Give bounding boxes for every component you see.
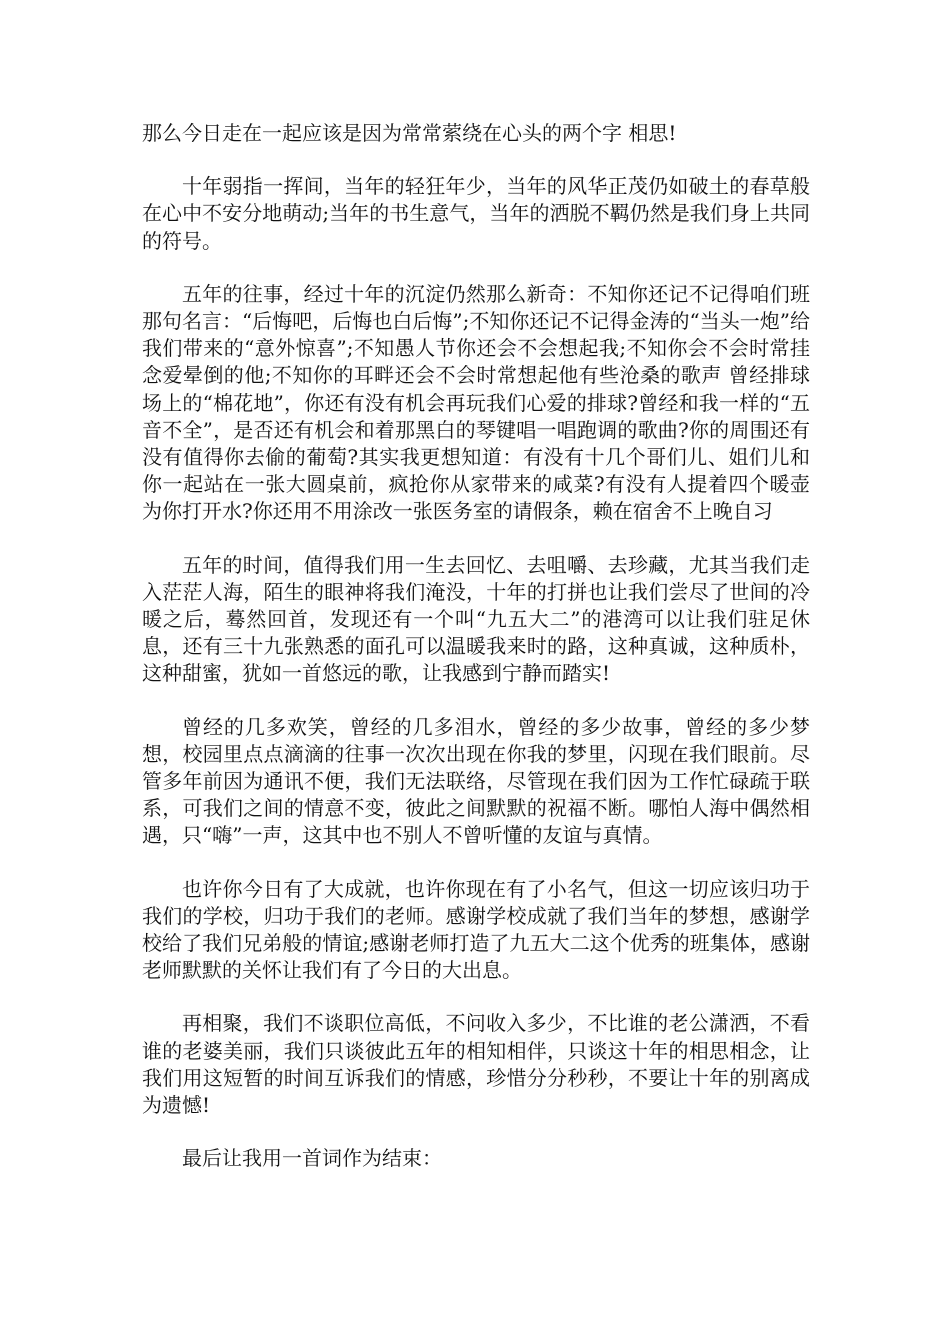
paragraph-reunion: 再相聚，我们不谈职位高低，不问收入多少，不比谁的老公潇洒，不看谁的老婆美丽，我们只谈彼此五年的相知相伴，只谈这十年的相思相念，让我们用这短暂的时间互诉我们的情感，珍惜分分秒秒，不要让十年的别离成为遗憾!: [142, 1011, 810, 1118]
paragraph-past-memories: 五年的往事，经过十年的沉淀仍然那么新奇：不知你还记不记得咱们班那句名言：“后悔吧，后悔也白后悔”;不知你还记不记得金涛的“当头一炮”给我们带来的“意外惊喜”;不知愚人节你还会不会想起我;不知你会不会时常挂念爱晕倒的他;不知你的耳畔还会不会时常想起他有些沧桑的歌声 曾经排球场上的“棉花地”，你还有没有机会再玩我们心爱的排球?曾经和我一样的“五音不全”，是否还有机会和着那黑白的琴键唱一唱跑调的歌曲?你的周围还有没有值得你去偷的葡萄?其实我更想知道：有没有十几个哥们儿、姐们儿和你一起站在一张大圆桌前，疯抢你从家带来的咸菜?有没有人提着四个暖壶为你打开水?你还用不用涂改一张医务室的请假条，赖在宿舍不上晚自习: [142, 281, 810, 524]
paragraph-five-years-time: 五年的时间，值得我们用一生去回忆、去咀嚼、去珍藏，尤其当我们走入茫茫人海，陌生的眼神将我们淹没，十年的打拼也让我们尝尽了世间的冷暖之后，蓦然回首，发现还有一个叫“九五大二”的港湾可以让我们驻足休息，还有三十九张熟悉的面孔可以温暖我来时的路，这种真诚，这种质朴，这种甜蜜，犹如一首悠远的歌，让我感到宁静而踏实!: [142, 552, 810, 686]
paragraph-ten-years: 十年弱指一挥间，当年的轻狂年少，当年的风华正茂仍如破土的春草般在心中不安分地萌动;当年的书生意气，当年的洒脱不羁仍然是我们身上共同的符号。: [142, 174, 810, 253]
document-body: [142, 120, 810, 1199]
paragraph-gratitude: 也许你今日有了大成就，也许你现在有了小名气，但这一切应该归功于我们的学校，归功于我们的老师。感谢学校成就了我们当年的梦想，感谢学校给了我们兄弟般的情谊;感谢老师打造了九五大二这个优秀的班集体，感谢老师默默的关怀让我们有了今日的大出息。: [142, 876, 810, 983]
paragraph-opening-line: 那么今日走在一起应该是因为常常萦绕在心头的两个字 相思!: [142, 121, 677, 145]
paragraph-laughter-tears: 曾经的几多欢笑，曾经的几多泪水，曾经的多少故事，曾经的多少梦想，校园里点点滴滴的往事一次次出现在你我的梦里，闪现在我们眼前。尽管多年前因为通讯不便，我们无法联络，尽管现在我们因为工作忙碌疏于联系，可我们之间的情意不变，彼此之间默默的祝福不断。哪怕人海中偶然相遇，只“嗨”一声，这其中也不别人不曾听懂的友谊与真情。: [142, 714, 810, 848]
paragraph-closing: 最后让我用一首词作为结束：: [182, 1146, 442, 1171]
